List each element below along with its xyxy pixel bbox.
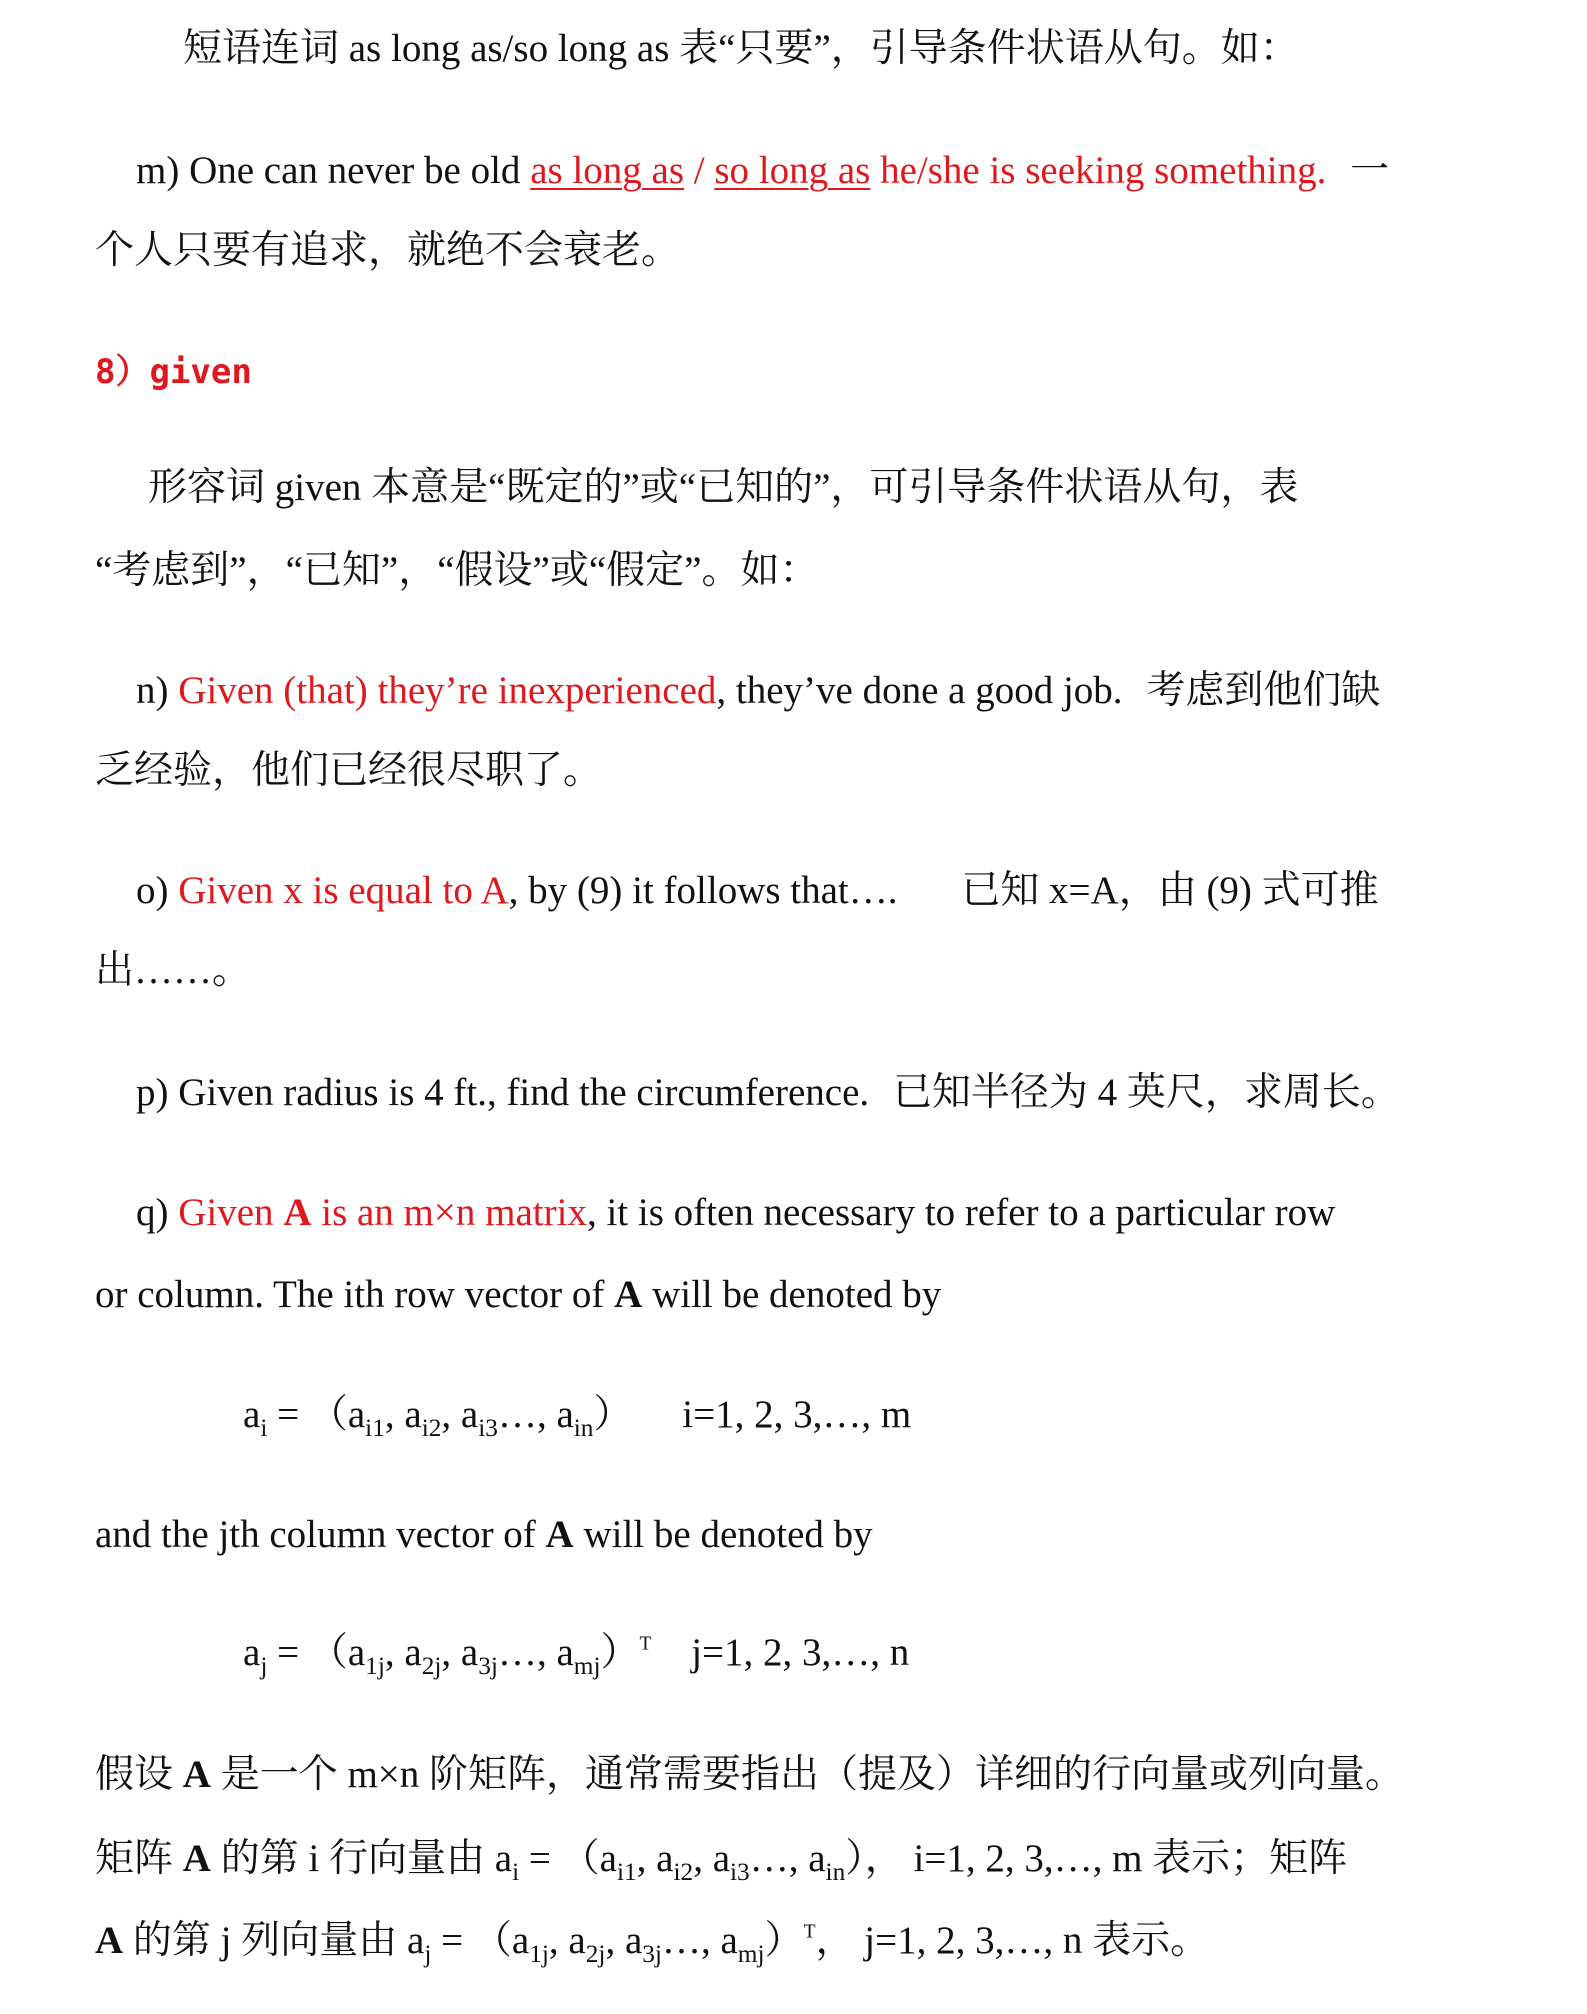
translation-l1-matrix: A [182, 1753, 211, 1796]
example-m-phrase-2: so long as [714, 149, 871, 192]
translation-l2-sub-2: i2 [673, 1857, 694, 1886]
example-m-separator: / [693, 149, 705, 192]
example-q [136, 1190, 1335, 1237]
example-p [136, 1070, 1400, 1117]
column-vector-formula [243, 1630, 910, 1680]
example-m-clause: he/she is seeking something. [880, 149, 1327, 192]
formula-row-sep-2: , a [441, 1393, 479, 1436]
example-q-clause: is an m×n matrix [321, 1191, 587, 1234]
intro-paragraph [183, 26, 1299, 73]
translation-line-3 [95, 1918, 1210, 1968]
example-n-cn: 考虑到他们缺 [1146, 669, 1381, 712]
example-n [136, 668, 1380, 715]
translation-l3-sep-1: , a [548, 1919, 586, 1962]
example-o [136, 868, 1379, 915]
formula-col-sep-1: , a [384, 1631, 422, 1674]
formula-col-eq: = （a [267, 1631, 366, 1674]
example-q-matrix-symbol: A [283, 1191, 312, 1234]
example-p-cn: 已知半径为 4 英尺，求周长。 [892, 1071, 1400, 1114]
translation-l3-eq: = （a [431, 1919, 530, 1962]
example-m-cn-line: 个人只要有追求，就绝不会衰老。 [95, 229, 681, 272]
example-m-label: m) [136, 149, 180, 192]
translation-l2-sub-3: i3 [730, 1857, 750, 1886]
example-q-label: q) [136, 1191, 169, 1234]
formula-col-transpose: T [639, 1633, 652, 1655]
example-o-label: o) [136, 869, 169, 912]
formula-col-lhs-sub: j [260, 1651, 268, 1680]
formula-row-range: i=1, 2, 3,…, m [682, 1393, 912, 1436]
example-q-line-2-matrix: A [614, 1273, 643, 1316]
formula-row-sep-1: , a [384, 1393, 422, 1436]
column-intro-matrix: A [545, 1513, 574, 1556]
formula-row-close: ） [593, 1393, 633, 1436]
translation-l1-pre: 假设 [95, 1753, 174, 1796]
translation-l3-sub-1: 1j [529, 1939, 549, 1968]
translation-line-1 [95, 1752, 1404, 1799]
example-n-cn-line: 乏经验，他们已经很尽职了。 [95, 749, 603, 792]
translation-l2-mid: 的第 i 行向量由 a [220, 1837, 513, 1880]
formula-col-sub-4: mj [573, 1651, 601, 1680]
formula-col-sep-3: …, a [497, 1631, 574, 1674]
example-m-phrase-1: as long as [530, 149, 684, 192]
example-q-line-2-pre: or column. The ith row vector of [95, 1273, 605, 1316]
example-o-translation [95, 948, 251, 995]
translation-l2-matrix: A [182, 1837, 211, 1880]
example-o-cn-line: 出……。 [95, 949, 252, 992]
example-q-main: , it is often necessary to refer to a particular row [586, 1191, 1336, 1234]
example-n-main: , they’ve done a good job. [716, 669, 1123, 712]
column-intro [95, 1512, 873, 1559]
translation-l2-sub-4: in [825, 1857, 846, 1886]
translation-l2-sep-1: , a [636, 1837, 674, 1880]
example-q-line-2-post: will be denoted by [652, 1273, 942, 1316]
formula-row-sub-4: in [573, 1413, 594, 1442]
given-intro-line-2 [95, 548, 818, 595]
translation-l2-eq: = （a [519, 1837, 617, 1880]
example-n-translation [95, 748, 602, 795]
column-intro-pre: and the jth column vector of [95, 1513, 536, 1556]
translation-l2-end: ）， i=1, 2, 3,…, m 表示；矩阵 [845, 1837, 1348, 1880]
column-intro-post: will be denoted by [583, 1513, 873, 1556]
formula-row-eq: = （a [267, 1393, 366, 1436]
example-m-cn-tail: 一 [1350, 149, 1390, 192]
translation-l3-sub-4: mj [737, 1939, 765, 1968]
translation-l2-sub-1: i1 [616, 1857, 637, 1886]
translation-l2-sep-2: , a [693, 1837, 731, 1880]
section-heading [95, 352, 252, 393]
formula-col-lhs: a [243, 1631, 261, 1674]
given-intro-line-1 [148, 465, 1298, 512]
given-intro-text-1: 形容词 given 本意是“既定的”或“已知的”，可引导条件状语从句，表 [148, 466, 1299, 509]
example-o-cn: 已知 x=A，由 (9) 式可推 [961, 869, 1379, 912]
formula-col-close: ） [600, 1631, 640, 1674]
translation-l3-end: ， j=1, 2, 3,…, n 表示。 [815, 1919, 1210, 1962]
example-o-clause: Given x is equal to A [178, 869, 509, 912]
formula-row-sep-3: …, a [497, 1393, 574, 1436]
formula-row-lhs-sub: i [260, 1413, 268, 1442]
example-n-clause: Given (that) they’re inexperienced [178, 669, 717, 712]
formula-col-sub-3: 3j [478, 1651, 498, 1680]
example-m-text: One can never be old [189, 149, 521, 192]
translation-l1-post: 是一个 m×n 阶矩阵，通常需要指出（提及）详细的行向量或列向量。 [220, 1753, 1405, 1796]
translation-l2-sep-3: …, a [749, 1837, 826, 1880]
formula-col-range: j=1, 2, 3,…, n [691, 1631, 910, 1674]
translation-l3-sub-2: 2j [585, 1939, 606, 1968]
translation-l3-sep-3: …, a [661, 1919, 738, 1962]
translation-l3-sep-2: , a [605, 1919, 643, 1962]
formula-col-sub-2: 2j [421, 1651, 442, 1680]
example-m [136, 148, 1389, 195]
example-n-label: n) [136, 669, 169, 712]
translation-l2-sub-0: i [512, 1857, 520, 1886]
translation-l2-pre: 矩阵 [95, 1837, 174, 1880]
formula-row-lhs: a [243, 1393, 261, 1436]
example-q-line-2 [95, 1272, 941, 1319]
translation-l3-sub-3: 3j [642, 1939, 662, 1968]
row-vector-formula [243, 1392, 912, 1442]
example-q-given: Given [178, 1191, 274, 1234]
formula-col-sub-1: 1j [365, 1651, 385, 1680]
translation-l3-mid: 的第 j 列向量由 a [132, 1919, 425, 1962]
given-intro-text-2: “考虑到”，“已知”，“假设”或“假定”。如： [95, 549, 819, 592]
section-heading-text: 8）given [95, 352, 252, 392]
formula-row-sub-1: i1 [365, 1413, 385, 1442]
translation-l3-close: ） [764, 1919, 804, 1962]
translation-l3-matrix: A [95, 1919, 124, 1962]
intro-text: 短语连词 as long as/so long as 表“只要”，引导条件状语从句。如： [183, 27, 1299, 70]
translation-line-2 [95, 1836, 1348, 1886]
example-o-main: , by (9) it follows that…. [508, 869, 898, 912]
translation-l3-transpose: T [803, 1921, 816, 1943]
example-m-translation [95, 228, 680, 275]
example-p-text: p) Given radius is 4 ft., find the circumference. [136, 1071, 870, 1114]
formula-row-sub-3: i3 [478, 1413, 498, 1442]
translation-l3-sub-0: j [424, 1939, 432, 1968]
formula-col-sep-2: , a [441, 1631, 479, 1674]
formula-row-sub-2: i2 [421, 1413, 442, 1442]
